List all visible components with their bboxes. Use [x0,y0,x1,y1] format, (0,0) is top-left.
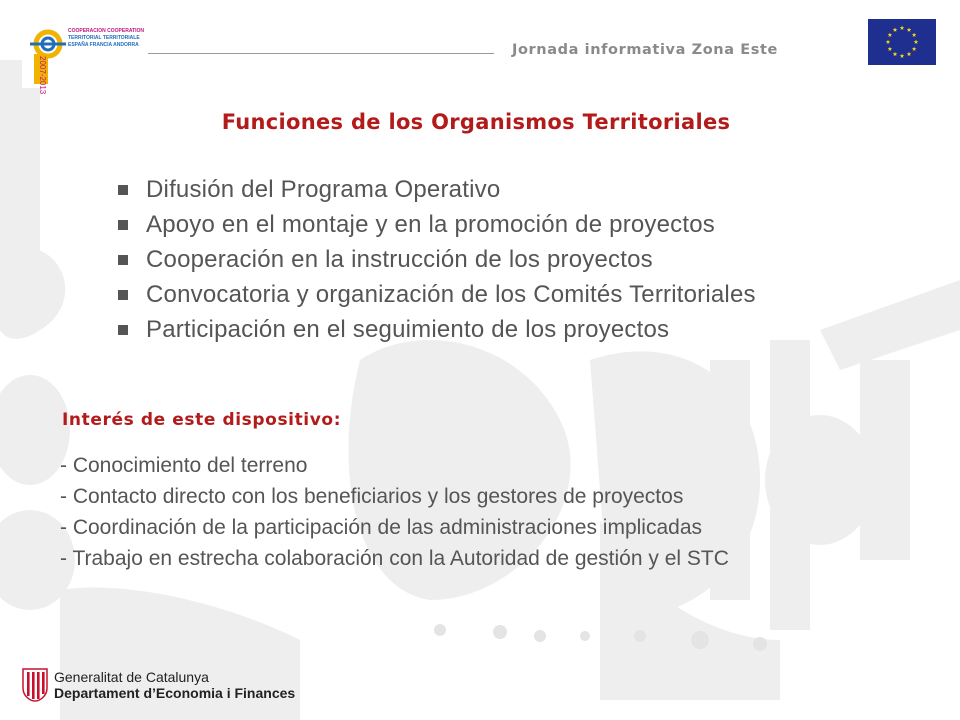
logo-text-1: COOPERACION COOPERATION [68,28,145,34]
list-item: - Trabajo en estrecha colaboración con la Autoridad de gestión y el STC [60,547,729,570]
bullet-text: Difusión del Programa Operativo [146,175,501,203]
interest-list [60,450,729,574]
cooperation-logo [22,18,145,95]
interest-heading: Interés de este dispositivo: [62,410,342,430]
footer-org-line2: Departament d’Economia i Finances [54,685,296,701]
eu-flag-icon [868,19,936,65]
header-title: Jornada informativa Zona Este [512,42,778,58]
footer-org-line1: Generalitat de Catalunya [54,669,209,685]
list-item [118,242,756,277]
square-bullet-icon [118,255,128,265]
slide-title [0,110,960,134]
square-bullet-icon [118,185,128,195]
bullet-text: Apoyo en el montaje y en la promoción de proyectos [146,210,715,238]
square-bullet-icon [118,325,128,335]
eu-flag [868,19,936,65]
header-divider [148,53,494,54]
bullet-text: Convocatoria y organización de los Comités Territoriales [146,280,756,308]
list-item [118,172,756,207]
bullet-text: Participación en el seguimiento de los proyectos [146,315,670,343]
list-item [118,312,756,347]
cooperation-program-logo-icon [22,18,145,95]
list-item [118,207,756,242]
slide-title-text: Funciones de los Organismos Territoriales [221,110,731,134]
square-bullet-icon [118,290,128,300]
list-item: - Coordinación de la participación de las administraciones implicadas [60,516,702,539]
functions-bullet-list [118,172,756,347]
list-item [118,277,756,312]
logo-side-text: 2007-2013 [38,56,47,95]
generalitat-logo [22,668,48,702]
logo-text-3: ESPAÑA FRANCIA ANDORRA [68,42,139,48]
bullet-text: Cooperación en la instrucción de los proyectos [146,245,653,273]
list-item: - Contacto directo con los beneficiarios y los gestores de proyectos [60,485,684,508]
square-bullet-icon [118,220,128,230]
generalitat-emblem-icon [22,668,48,702]
list-item: - Conocimiento del terreno [60,454,308,477]
logo-text-2: TERRITORIAL TERRITORIALE [68,35,140,41]
footer-organization [54,669,295,701]
